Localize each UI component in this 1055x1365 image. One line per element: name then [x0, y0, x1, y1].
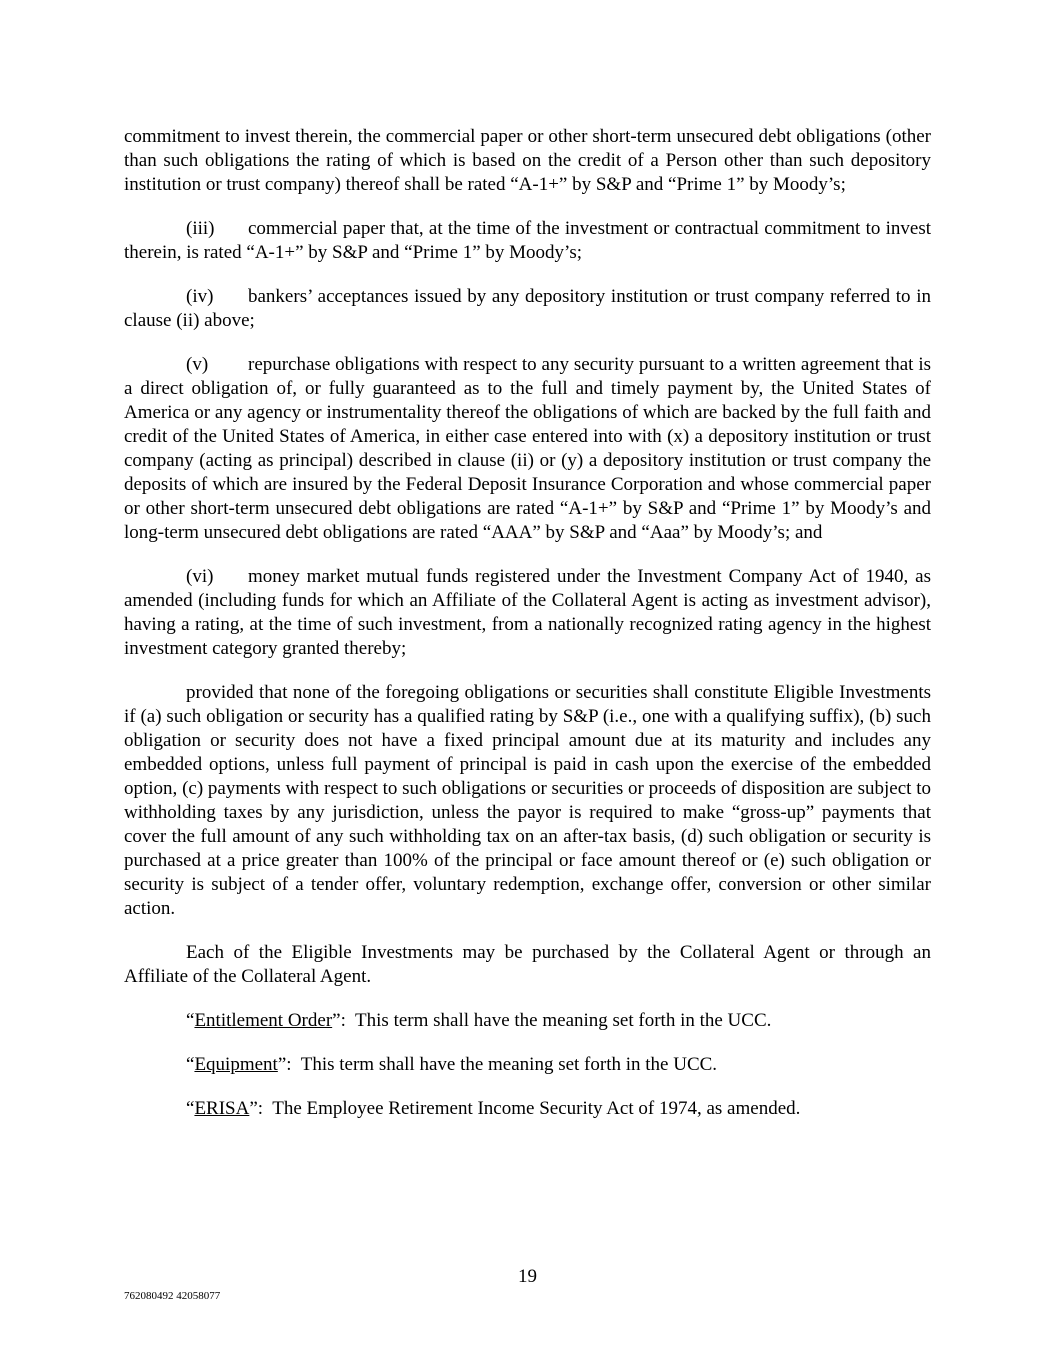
document-id: 762080492 42058077 — [124, 1290, 221, 1302]
definition-close-quote: ”: — [332, 1010, 346, 1031]
clause-iii — [124, 217, 931, 265]
definition-equipment — [124, 1053, 931, 1077]
definition-open-quote: “ — [186, 1098, 195, 1119]
definition-text: This term shall have the meaning set forth in the UCC. — [300, 1054, 718, 1075]
defined-term: Equipment — [194, 1054, 278, 1075]
clause-v — [124, 353, 931, 545]
defined-term: Entitlement Order — [194, 1010, 333, 1031]
page-number: 19 — [518, 1266, 537, 1287]
clause-vi-number: (vi) — [186, 566, 214, 587]
definition-open-quote: “ — [186, 1054, 195, 1075]
definition-close-quote: ”: — [249, 1098, 264, 1119]
definition-text: The Employee Retirement Income Security Act of 1974, as amended. — [272, 1098, 801, 1119]
definition-open-quote: “ — [186, 1010, 195, 1031]
clause-v-text: repurchase obligations with respect to any security pursuant to a written agreement that is a direct obligation of, or fully guaranteed as to the full and timely payment by, the United States of America or any agency or instrumentality thereof the obligations of which are backed by the full faith and credit of the United States of America, in either case entered into with (x) a depository institution or trust company (acting as principal) described in clause (ii) or (y) a depository institution or trust company the deposits of which are insured by the Federal Deposit Insurance Corporation and whose commercial paper or other short-term unsecured debt obligations are rated “A-1+” by S&P and “Prime 1” by Moody’s and long-term unsecured debt obligations are rated “AAA” by S&P and “Aaa” by Moody’s; and — [124, 354, 931, 543]
clause-vi — [124, 565, 931, 661]
purchase-paragraph: Each of the Eligible Investments may be purchased by the Collateral Agent or through an Affiliate of the Collateral Agent. — [124, 942, 931, 987]
definition-close-quote: ”: — [277, 1054, 292, 1075]
document-body — [124, 125, 931, 1141]
definition-text: This term shall have the meaning set forth in the UCC. — [355, 1010, 772, 1031]
definition-erisa — [124, 1097, 931, 1121]
definition-entitlement-order — [124, 1009, 931, 1033]
clause-vi-text: money market mutual funds registered under the Investment Company Act of 1940, as amended (including funds for which an Affiliate of the Collateral Agent is acting as investment advisor), having a rating, at the time of such investment, from a nationally recognized rating agency in the highest investment category granted thereby; — [124, 566, 931, 659]
clause-iii-number: (iii) — [186, 218, 215, 239]
clause-iv-text: bankers’ acceptances issued by any depository institution or trust company referred to in clause (ii) above; — [124, 286, 931, 331]
clause-iii-text: commercial paper that, at the time of the investment or contractual commitment to invest therein, is rated “A-1+” by S&P and “Prime 1” by Moody’s; — [124, 218, 931, 263]
clause-iv-number: (iv) — [186, 286, 214, 307]
clause-iv — [124, 285, 931, 333]
proviso-paragraph: provided that none of the foregoing obligations or securities shall constitute Eligible Investments if (a) such obligation or security has a qualified rating by S&P (i.e., one with a qualifying suffix), (b) such obligation or security does not have a fixed principal amount due at its maturity and includes any embedded options, unless full payment of principal is paid in cash upon the exercise of the embedded option, (c) payments with respect to such obligations or securities or proceeds of disposition are subject to withholding taxes by any jurisdiction, unless the payor is required to make “gross-up” payments that cover the full amount of any such withholding tax on an after-tax basis, (d) such obligation or security is purchased at a price greater than 100% of the principal or face amount thereof or (e) such obligation or security is subject of a tender offer, voluntary redemption, exchange offer, conversion or other similar action. — [124, 682, 931, 919]
defined-term: ERISA — [194, 1098, 250, 1119]
clause-v-number: (v) — [186, 354, 209, 375]
continued-paragraph: commitment to invest therein, the commercial paper or other short-term unsecured debt obligations (other than such obligations the rating of which is based on the credit of a Person other than such depository institution or trust company) thereof shall be rated “A-1+” by S&P and “Prime 1” by Moody’s; — [124, 126, 931, 195]
